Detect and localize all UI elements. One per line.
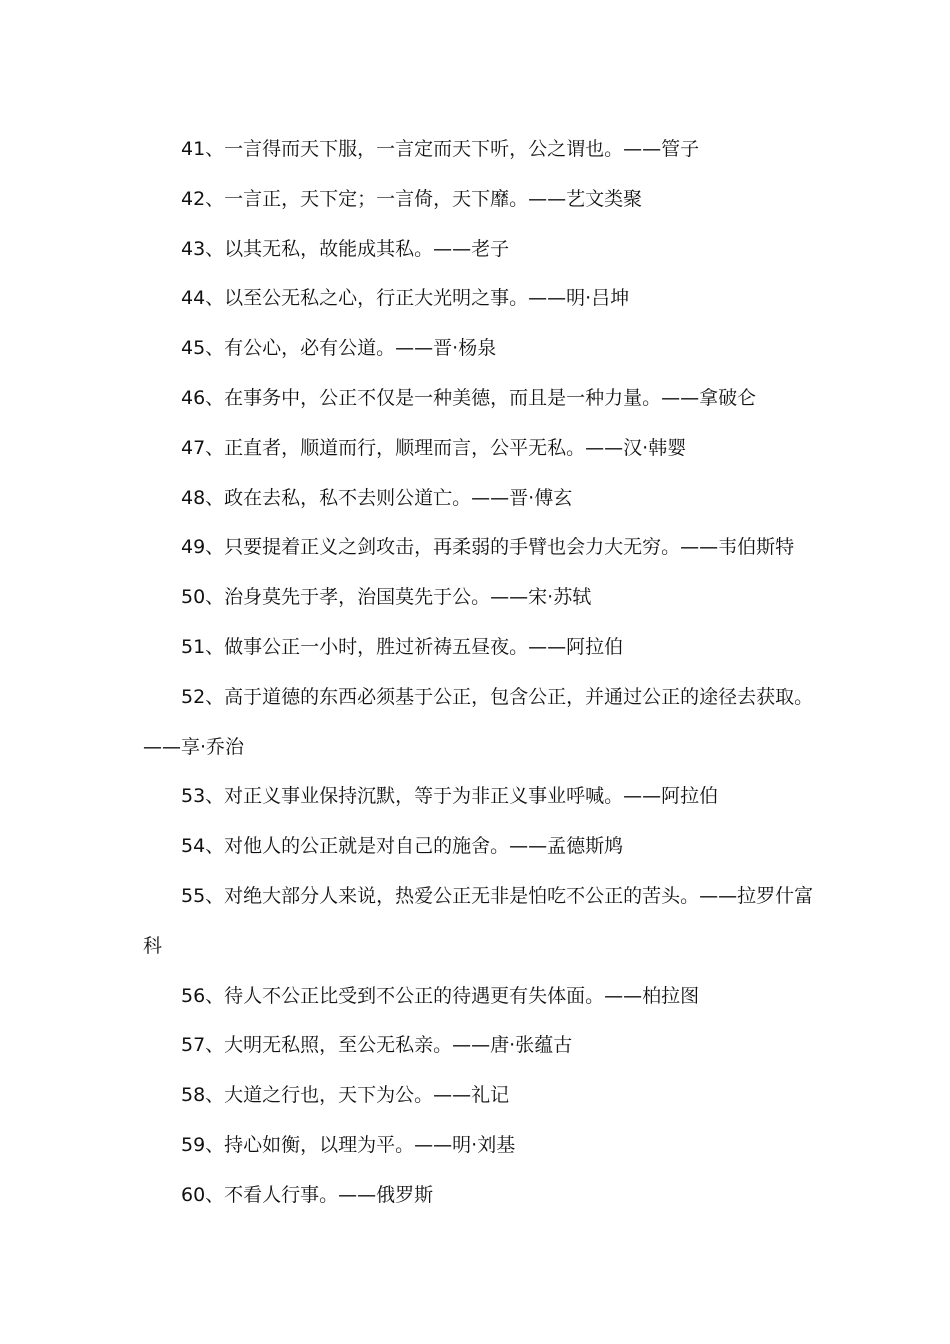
quote-51: 51、做事公正一小时，胜过祈祷五昼夜。——阿拉伯 [181, 635, 624, 658]
quote-55: 55、对绝大部分人来说，热爱公正无非是怕吃不公正的苦头。——拉罗什富科 [143, 884, 814, 957]
quote-42: 42、一言正，天下定；一言倚，天下靡。——艺文类聚 [181, 187, 643, 210]
quote-47: 47、正直者，顺道而行，顺理而言，公平无私。——汉·韩婴 [181, 436, 687, 459]
quote-44: 44、以至公无私之心，行正大光明之事。——明·吕坤 [181, 287, 630, 310]
quote-54: 54、对他人的公正就是对自己的施舍。——孟德斯鸠 [181, 835, 624, 858]
quote-list [143, 125, 823, 1221]
quote-52: 52、高于道德的东西必须基于公正，包含公正，并通过公正的途径去获取。——享·乔治 [143, 685, 814, 758]
quote-49: 49、只要提着正义之剑攻击，再柔弱的手臂也会力大无穷。——韦伯斯特 [181, 536, 795, 559]
quote-48: 48、政在去私，私不去则公道亡。——晋·傅玄 [181, 486, 573, 509]
quote-56: 56、待人不公正比受到不公正的待遇更有失体面。——柏拉图 [181, 984, 700, 1007]
quote-41: 41、一言得而天下服，一言定而天下听，公之谓也。——管子 [181, 138, 700, 160]
quote-53: 53、对正义事业保持沉默，等于为非正义事业呼喊。——阿拉伯 [181, 785, 719, 808]
quote-58: 58、大道之行也，天下为公。——礼记 [181, 1084, 510, 1107]
quote-46: 46、在事务中，公正不仅是一种美德，而且是一种力量。——拿破仑 [181, 386, 757, 409]
quote-50: 50、治身莫先于孝，治国莫先于公。——宋·苏轼 [181, 586, 592, 609]
quote-43: 43、以其无私，故能成其私。——老子 [181, 237, 510, 260]
quote-59: 59、持心如衡，以理为平。——明·刘基 [181, 1133, 516, 1156]
quote-57: 57、大明无私照，至公无私亲。——唐·张蕴古 [181, 1034, 573, 1057]
quote-60: 60、不看人行事。——俄罗斯 [181, 1183, 434, 1206]
quote-45: 45、有公心，必有公道。——晋·杨泉 [181, 337, 497, 360]
